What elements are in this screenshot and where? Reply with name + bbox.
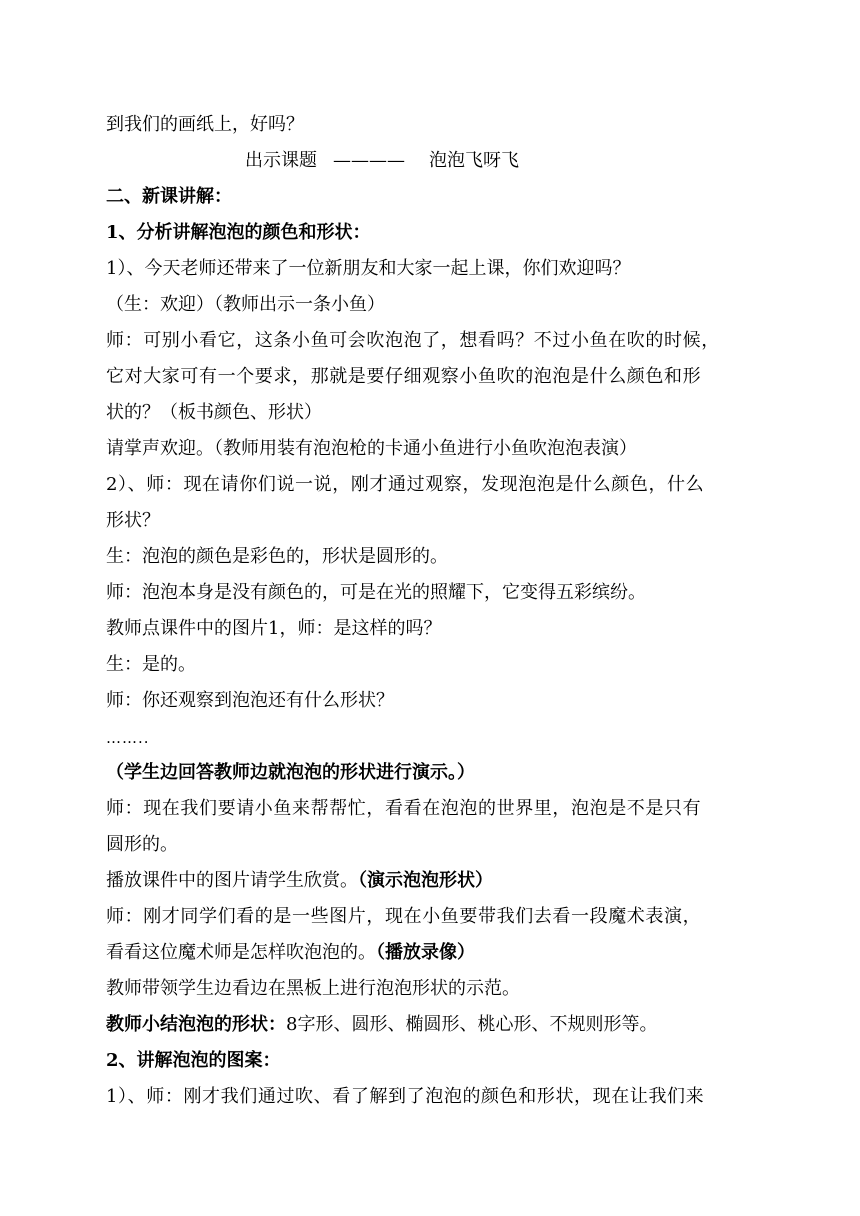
text-line-mixed (106, 941, 766, 965)
text-line: 生：是的。 (106, 654, 196, 675)
text-line: 形状？ (106, 510, 160, 531)
ellipsis-line: …….. (106, 729, 150, 747)
text-line: 师：现在我们要请小鱼来帮帮忙，看看在泡泡的世界里，泡泡是不是只有 (106, 798, 702, 819)
text-line: 教师点课件中的图片1，师：是这样的吗？ (106, 618, 442, 639)
text-line: 师：你还观察到泡泡还有什么形状？ (106, 690, 394, 711)
text-line-mixed (106, 1013, 766, 1037)
subsection-heading: 1、分析讲解泡泡的颜色和形状： (106, 222, 371, 243)
text-span: 看看这位魔术师是怎样吹泡泡的。 (106, 942, 376, 963)
text-line: 1）、今天老师还带来了一位新朋友和大家一起上课，你们欢迎吗？ (106, 258, 631, 279)
bold-note: （学生边回答教师边就泡泡的形状进行演示。） (106, 762, 475, 783)
bold-span: （播放录像） (376, 942, 475, 963)
section-heading: 二、新课讲解： (106, 186, 232, 207)
text-line: 它对大家可有一个要求，那就是要仔细观察小鱼吹的泡泡是什么颜色和形 (106, 366, 702, 387)
title-dashes: ———— (333, 150, 405, 171)
text-line: 生：泡泡的颜色是彩色的，形状是圆形的。 (106, 546, 448, 567)
title-topic: 泡泡飞呀飞 (429, 150, 519, 171)
text-line: 教师带领学生边看边在黑板上进行泡泡形状的示范。 (106, 978, 520, 999)
bold-span: （演示泡泡形状） (358, 870, 493, 891)
text-line: 师：泡泡本身是没有颜色的，可是在光的照耀下，它变得五彩缤纷。 (106, 582, 646, 603)
text-line: 到我们的画纸上，好吗？ (106, 114, 304, 135)
title-prefix: 出示课题 (245, 150, 317, 171)
lesson-title (245, 149, 860, 173)
text-line: 状的？（板书颜色、形状） (106, 402, 322, 423)
text-span: 播放课件中的图片请学生欣赏。 (106, 870, 358, 891)
text-line: 2）、师：现在请你们说一说，刚才通过观察，发现泡泡是什么颜色，什么 (106, 474, 705, 495)
text-line: 请掌声欢迎。（教师用装有泡泡枪的卡通小鱼进行小鱼吹泡泡表演） (106, 438, 637, 459)
text-span: 8字形、圆形、椭圆形、桃心形、不规则形等。 (286, 1014, 658, 1035)
bold-span: 教师小结泡泡的形状： (106, 1014, 286, 1035)
subsection-heading: 2、讲解泡泡的图案： (106, 1050, 281, 1071)
text-line: 师：可别小看它，这条小鱼可会吹泡泡了，想看吗？不过小鱼在吹的时候， (106, 330, 720, 351)
text-line: 1）、师：刚才我们通过吹、看了解到了泡泡的颜色和形状，现在让我们来 (106, 1086, 705, 1107)
text-line: 师：刚才同学们看的是一些图片，现在小鱼要带我们去看一段魔术表演， (106, 906, 702, 927)
text-line-mixed (106, 869, 766, 893)
text-line: （生：欢迎）（教师出示一条小鱼） (106, 294, 385, 315)
text-line: 圆形的。 (106, 834, 178, 855)
